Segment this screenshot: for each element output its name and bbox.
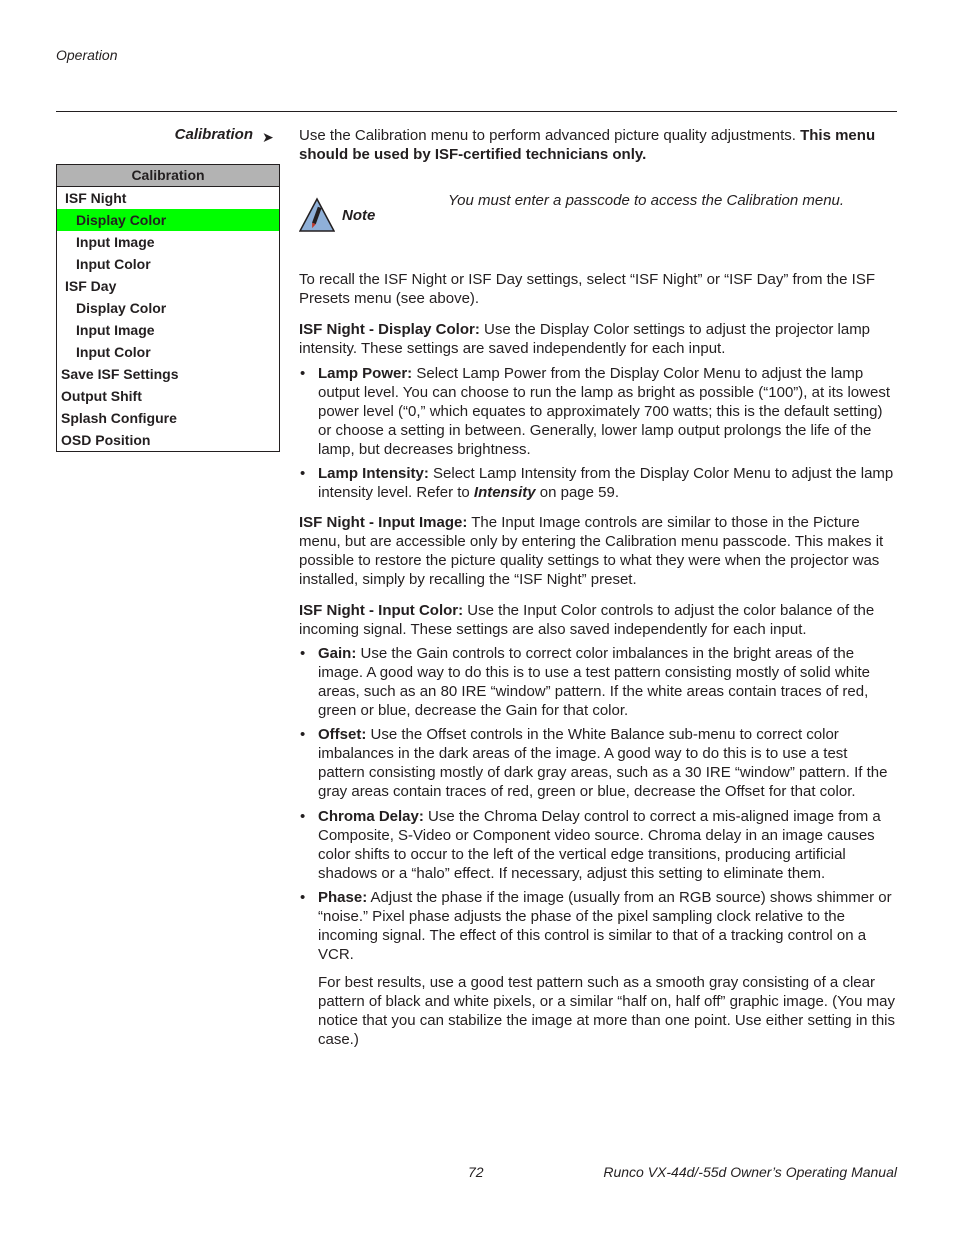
bullet-phase <box>299 888 897 964</box>
bullet-lamp-power <box>299 364 897 459</box>
bullet-term: Offset: <box>318 726 367 743</box>
note-text: You must enter a passcode to access the Calibration menu. <box>448 192 845 209</box>
bullet-term: Lamp Power: <box>318 365 413 382</box>
bullet-dot: • <box>300 465 306 482</box>
menu-item-save-isf-settings[interactable]: Save ISF Settings <box>61 366 179 382</box>
recall-paragraph: To recall the ISF Night or ISF Day settings, select “ISF Night” or “ISF Day” from the ISF Presets menu (see above). <box>299 271 875 307</box>
menu-item-isf-day[interactable]: ISF Day <box>65 278 117 294</box>
menu-item-osd-position[interactable]: OSD Position <box>61 432 151 448</box>
menu-title: Calibration <box>57 165 279 187</box>
bullet-dot: • <box>300 808 306 825</box>
bullet-dot: • <box>300 726 306 743</box>
input-color-paragraph <box>299 601 897 639</box>
bullet-term: Chroma Delay: <box>318 808 424 825</box>
arrow-right-icon: ➤ <box>262 129 274 145</box>
bullet-chroma-delay <box>299 807 897 883</box>
note-pen-icon <box>299 197 335 233</box>
running-header: Operation <box>56 47 118 63</box>
bullet-text: Use the Chroma Delay control to correct a mis-aligned image from a Composite, S-Video or Component video source. Chroma delay in an image causes color shifts to occur to the left of the vertical edge transitions, producing artificial shadows or a “halo” effect. If necessary, adjust this setting to eliminate them. <box>318 808 881 882</box>
bullet-term: Gain: <box>318 645 357 662</box>
menu-item-input-image[interactable]: Input Image <box>76 322 155 338</box>
input-image-text: The Input Image controls are similar to those in the Picture menu, but are accessible only by entering the Calibration menu passcode. This makes it possible to restore the picture quality settings to what they were when the projector was installed, simply by recalling the “ISF Night” preset. <box>299 514 884 588</box>
bullet-text: Use the Offset controls in the White Balance sub-menu to correct color imbalances in the dark areas of the image. A good way to do this is to use a test pattern consisting mostly of dark gray areas, such as a 30 IRE “window” pattern. If the gray areas contain traces of red, green or blue, decrease the Offset for that color. <box>318 726 888 800</box>
note-callout <box>299 191 897 241</box>
menu-item-output-shift[interactable]: Output Shift <box>61 388 142 404</box>
display-color-heading: ISF Night - Display Color: <box>299 321 480 338</box>
bullet-text: Select Lamp Power from the Display Color Menu to adjust the lamp output level. You can choose to run the lamp as bright as possible (“100”), at its lowest power level (“0,” which equates to approximately 700 watts; this is the default setting) or choose a setting in between. Generally, lower lamp output prolongs the life of the lamp, but decreases brightness. <box>318 365 890 458</box>
page-number: 72 <box>468 1164 484 1180</box>
phase-followup-paragraph <box>299 973 897 1049</box>
intro-text: Use the Calibration menu to perform advanced picture quality adjustments. <box>299 127 801 144</box>
bullet-text: Use the Gain controls to correct color imbalances in the bright areas of the image. A good way to do this is to use a test pattern consisting mostly of solid white areas, such as an 80 IRE “window” pattern. If the white areas contain traces of red, green or blue, decrease the Gain for that color. <box>318 645 870 719</box>
menu-item-splash-configure[interactable]: Splash Configure <box>61 410 177 426</box>
menu-item-input-color[interactable]: Input Color <box>76 344 151 360</box>
input-image-paragraph <box>299 513 897 589</box>
menu-item-display-color-selected[interactable]: Display Color <box>57 209 279 231</box>
followup-text: For best results, use a good test pattern such as a smooth gray consisting of a clear pattern of black and white pixels, or a similar “half on, half off” graphic image. (You may notice that you can stabilize the image at more than one point. Use either setting in this case.) <box>318 974 896 1048</box>
bullet-gain <box>299 644 897 720</box>
bullet-text-after: on page 59. <box>535 484 620 501</box>
bullet-offset <box>299 725 897 801</box>
calibration-menu <box>56 164 280 452</box>
intensity-link[interactable]: Intensity <box>473 484 536 501</box>
display-color-paragraph <box>299 320 897 358</box>
input-color-heading: ISF Night - Input Color: <box>299 602 464 619</box>
bullet-lamp-intensity <box>299 464 897 502</box>
manual-title: Runco VX-44d/-55d Owner’s Operating Manual <box>603 1164 897 1180</box>
top-divider <box>56 111 897 112</box>
input-color-text: Use the Input Color controls to adjust the color balance of the incoming signal. These settings are also saved independently for each input. <box>299 602 875 638</box>
bullet-dot: • <box>300 365 306 382</box>
bullet-dot: • <box>300 889 306 906</box>
section-heading: Calibration <box>174 126 253 143</box>
menu-item-isf-night[interactable]: ISF Night <box>65 190 127 206</box>
bullet-term: Phase: <box>318 889 368 906</box>
intro-paragraph <box>299 126 897 164</box>
bullet-text: Adjust the phase if the image (usually from an RGB source) shows shimmer or “noise.” Pixel phase adjusts the phase of the pixel sampling clock relative to the incoming signal. The effect of this control is similar to that of a tracking control on a VCR. <box>318 889 892 963</box>
menu-item-input-image[interactable]: Input Image <box>76 234 155 250</box>
menu-item-input-color[interactable]: Input Color <box>76 256 151 272</box>
menu-item-display-color[interactable]: Display Color <box>76 300 167 316</box>
bullet-dot: • <box>300 645 306 662</box>
input-image-heading: ISF Night - Input Image: <box>299 514 468 531</box>
display-color-text: Use the Display Color settings to adjust the projector lamp intensity. These settings are saved independently for each input. <box>299 321 871 357</box>
intro-warning: This menu should be used by ISF-certified technicians only. <box>299 127 876 163</box>
bullet-term: Lamp Intensity: <box>318 465 429 482</box>
note-label: Note <box>342 207 376 224</box>
bullet-text: Select Lamp Intensity from the Display Color Menu to adjust the lamp intensity level. Refer to <box>318 465 894 501</box>
